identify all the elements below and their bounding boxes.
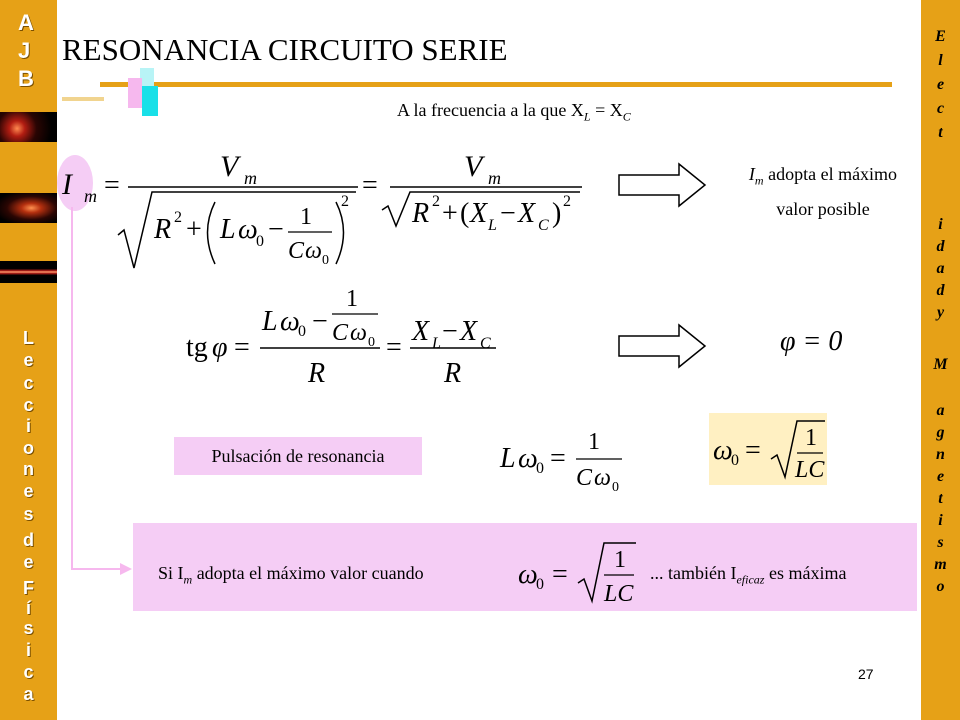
svg-text:ω: ω (518, 443, 538, 474)
svg-text:0: 0 (612, 480, 619, 493)
plasma-thumbnail-2 (0, 193, 57, 223)
conclusion-left-text: Si $I_m$ adopta el máximo valor cuando (158, 563, 424, 587)
right-vertical-letter: i (938, 216, 943, 233)
left-vertical-letter: a (23, 684, 34, 704)
svg-text:L: L (220, 214, 236, 245)
current-amplitude-equation (60, 140, 600, 280)
svg-text:C: C (538, 217, 549, 234)
left-vertical-letter: s (23, 504, 34, 524)
omega0-formula-bottom (512, 535, 642, 607)
svg-text:=: = (104, 170, 120, 201)
page-title: RESONANCIA CIRCUITO SERIE (62, 32, 508, 67)
svg-text:LC: LC (604, 581, 634, 607)
svg-text:−: − (500, 198, 516, 229)
right-vertical-letter: m (934, 556, 947, 573)
right-vertical-letter: d (936, 238, 945, 255)
conclusion-right-text: ... también $I_{eficaz}$ es máxima (650, 563, 847, 587)
left-sidebar (0, 0, 57, 720)
right-vertical-letter: e (936, 468, 945, 485)
svg-text:X: X (470, 198, 488, 229)
left-vertical-letter: i (25, 416, 31, 436)
phase-angle-equation (180, 282, 520, 392)
svg-text:L: L (488, 217, 497, 234)
svg-text:0: 0 (322, 253, 329, 268)
left-vertical-letter: e (23, 481, 34, 501)
svg-text:(: ( (460, 198, 470, 229)
svg-text:ω: ω (594, 465, 611, 491)
svg-text:φ: φ (212, 332, 228, 363)
title-underline-left (62, 97, 104, 101)
svg-text:ω: ω (350, 320, 367, 346)
svg-text:0: 0 (368, 335, 375, 350)
title-underline (100, 82, 892, 87)
svg-text:ω: ω (713, 435, 733, 466)
resonance-condition: A la frecuencia a la que $X_L = X_C$ (397, 100, 631, 124)
svg-text:−: − (312, 306, 328, 337)
right-vertical-letter: t (938, 490, 943, 507)
svg-text:m: m (84, 186, 97, 206)
pulsacion-resonancia-label: Pulsación de resonancia (174, 437, 422, 475)
result-phase-zero: φ = 0 (780, 326, 843, 357)
svg-text:0: 0 (536, 460, 544, 477)
left-vertical-letter: e (23, 350, 34, 370)
right-vertical-letter: M (933, 356, 948, 373)
svg-text:+: + (186, 214, 202, 245)
connector-arrow (60, 205, 140, 585)
right-vertical-letter: l (938, 52, 943, 69)
svg-text:=: = (362, 170, 378, 201)
left-vertical-letter: o (23, 438, 34, 458)
right-vertical-letter: t (938, 124, 943, 141)
svg-text:C: C (332, 320, 349, 346)
svg-text:L: L (262, 306, 278, 337)
svg-text:LC: LC (795, 457, 825, 483)
left-vertical-letter: L (23, 328, 34, 348)
svg-text:ω: ω (238, 214, 258, 245)
right-vertical-letter: s (937, 534, 944, 551)
spectrum-thumbnail (0, 261, 57, 283)
left-vertical-letter: s (23, 618, 34, 638)
svg-text:0: 0 (731, 452, 739, 469)
right-vertical-letter: n (936, 446, 945, 463)
svg-text:+: + (442, 198, 458, 229)
decorative-squares (120, 66, 165, 121)
omega0-formula-box (709, 413, 827, 485)
right-vertical-letter: a (936, 402, 945, 419)
left-vertical-letter: e (23, 552, 34, 572)
right-vertical-letter: a (936, 260, 945, 277)
svg-text:=: = (550, 443, 566, 474)
svg-text:R: R (154, 214, 172, 245)
right-vertical-letter: o (936, 578, 945, 595)
svg-text:0: 0 (256, 233, 264, 250)
arrow-right-icon (617, 323, 707, 369)
left-vertical-letter: F (23, 578, 34, 598)
resonance-equation (498, 423, 638, 493)
page-number: 27 (858, 666, 874, 682)
logo-letter-a: A (18, 10, 34, 35)
omega0-formula (709, 413, 827, 485)
left-vertical-letter: d (23, 530, 34, 550)
svg-text:C: C (576, 465, 593, 491)
right-vertical-letter: d (936, 282, 945, 299)
svg-text:L: L (500, 443, 516, 474)
svg-text:1: 1 (614, 547, 626, 573)
right-vertical-letter: y (936, 304, 945, 321)
svg-text:ω: ω (280, 306, 300, 337)
svg-text:=: = (234, 332, 250, 363)
right-vertical-letter: e (936, 76, 945, 93)
logo-letter-j: J (18, 38, 31, 63)
svg-text:X: X (460, 316, 478, 347)
svg-text:C: C (480, 335, 491, 352)
svg-text:R: R (412, 198, 430, 229)
left-vertical-letter: c (23, 395, 34, 415)
svg-text:0: 0 (536, 576, 544, 593)
logo-letter-b: B (18, 66, 34, 91)
svg-text:=: = (745, 435, 761, 466)
left-vertical-letter: c (23, 662, 34, 682)
svg-text:R: R (308, 358, 326, 389)
svg-text:X: X (518, 198, 536, 229)
svg-text:−: − (268, 214, 284, 245)
svg-text:1: 1 (300, 204, 312, 230)
svg-text:tg: tg (186, 332, 208, 363)
plasma-thumbnail-1 (0, 112, 57, 142)
right-vertical-letter: g (936, 424, 945, 441)
svg-text:1: 1 (588, 429, 600, 455)
svg-text:L: L (432, 335, 441, 352)
svg-text:ω: ω (305, 238, 322, 264)
svg-text:1: 1 (805, 425, 817, 451)
right-sidebar (921, 0, 960, 720)
svg-text:m: m (244, 168, 257, 188)
svg-text:V: V (464, 150, 483, 183)
svg-text:ω: ω (518, 559, 538, 590)
svg-text:2: 2 (563, 193, 571, 210)
svg-text:2: 2 (432, 193, 440, 210)
svg-text:2: 2 (341, 193, 349, 210)
right-vertical-letter: i (938, 512, 943, 529)
arrow-right-icon (617, 162, 707, 208)
svg-text:R: R (444, 358, 462, 389)
svg-text:=: = (386, 332, 402, 363)
svg-text:X: X (412, 316, 430, 347)
svg-text:=: = (552, 559, 568, 590)
svg-text:V: V (220, 150, 239, 183)
left-vertical-letter: n (23, 459, 34, 479)
svg-text:m: m (488, 168, 501, 188)
result-max-current: $I_m$ adopta el máximo valor posible (725, 160, 921, 220)
svg-text:0: 0 (298, 323, 306, 340)
left-vertical-letter: c (23, 373, 34, 393)
eq1-lhs: I (62, 168, 72, 201)
svg-text:1: 1 (346, 286, 358, 312)
left-vertical-letter: i (25, 640, 31, 660)
right-vertical-letter: c (936, 100, 945, 117)
svg-text:C: C (288, 238, 305, 264)
svg-text:−: − (442, 316, 458, 347)
left-vertical-letter: í (25, 598, 31, 618)
svg-text:): ) (552, 198, 562, 229)
right-vertical-letter: E (935, 28, 946, 45)
svg-text:2: 2 (174, 209, 182, 226)
